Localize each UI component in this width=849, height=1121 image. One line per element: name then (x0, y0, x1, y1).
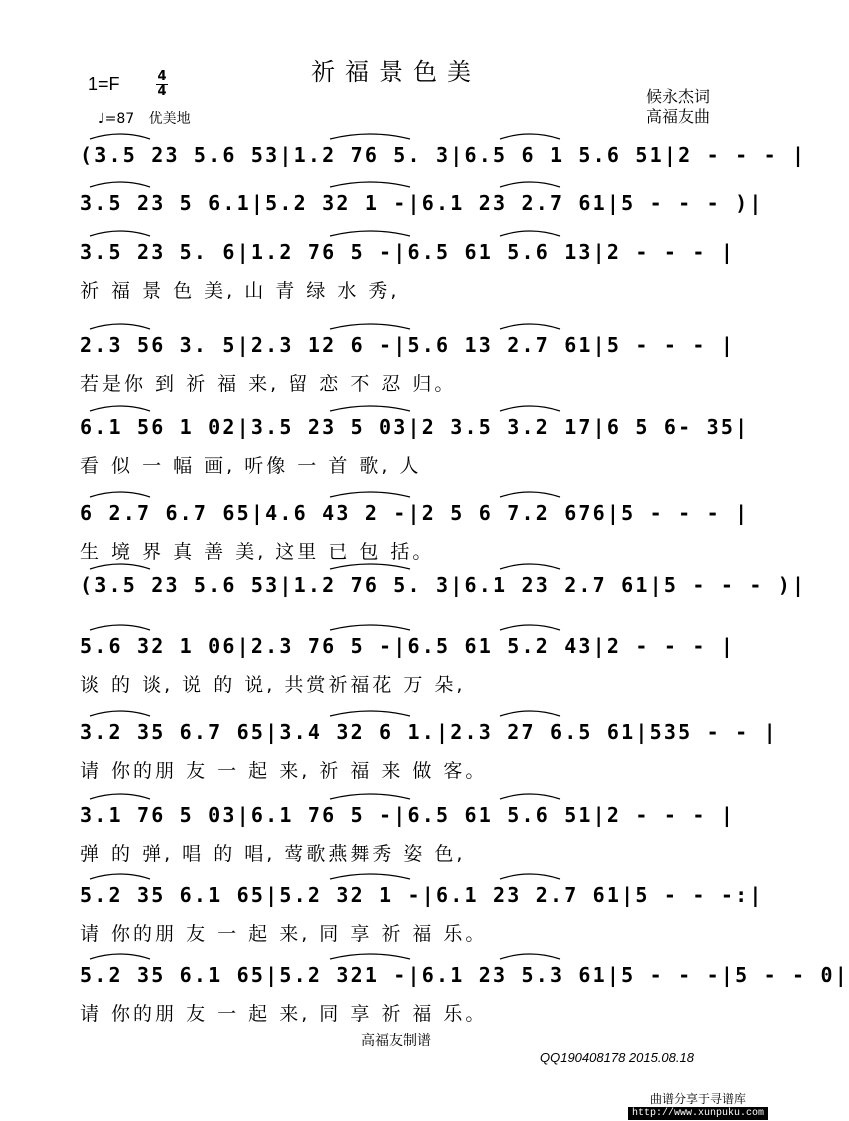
notation-line: 2.3 56 3. 5|2.3 12 6 -|5.6 13 2.7 61|5 - - - | (80, 333, 736, 357)
watermark-url: http://www.xunpuku.com (628, 1107, 768, 1120)
notation-line: 3.5 23 5 6.1|5.2 32 1 -|6.1 23 2.7 61|5 - - - )| (80, 191, 764, 215)
lyric-line: 看 似 一 幅 画, 听像 一 首 歌, 人 (80, 455, 422, 477)
contact-info: QQ190408178 2015.08.18 (540, 1050, 694, 1065)
lyric-line: 请 你的朋 友 一 起 来, 同 享 祈 福 乐。 (80, 923, 488, 945)
song-title: 祈福景色美 (311, 58, 481, 86)
time-sig-bottom: 4 (157, 84, 167, 99)
watermark-text: 曲谱分享于寻谱库 (649, 1092, 746, 1106)
time-signature (156, 70, 168, 99)
notation-line: (3.5 23 5.6 53|1.2 76 5. 3|6.1 23 2.7 61|5 - - - )| (80, 573, 807, 597)
lyric-line: 生 境 界 真 善 美, 这里 已 包 括。 (80, 541, 435, 563)
lyric-line: 祈 福 景 色 美, 山 青 绿 水 秀, (80, 280, 400, 302)
notation-line: 5.2 35 6.1 65|5.2 321 -|6.1 23 5.3 61|5 - - -|5 - - 0| (80, 963, 849, 987)
lyric-line: 请 你的朋 友 一 起 来, 同 享 祈 福 乐。 (80, 1003, 488, 1025)
lyricist-credit: 候永杰词 (645, 87, 710, 106)
expression-marking: 优美地 (148, 111, 191, 127)
lyric-line: 谈 的 谈, 说 的 说, 共赏祈福花 万 朵, (80, 674, 466, 696)
notation-line: 3.2 35 6.7 65|3.4 32 6 1.|2.3 27 6.5 61|535 - - | (80, 720, 778, 744)
notation-line: 6 2.7 6.7 65|4.6 43 2 -|2 5 6 7.2 676|5 - - - | (80, 501, 750, 525)
lyric-line: 请 你的朋 友 一 起 来, 祈 福 来 做 客。 (80, 760, 488, 782)
watermark (628, 1090, 768, 1120)
time-sig-top: 4 (157, 69, 167, 84)
notation-line: 5.6 32 1 06|2.3 76 5 -|6.5 61 5.2 43|2 - - - | (80, 634, 736, 658)
score-maker: 高福友制谱 (361, 1033, 431, 1049)
lyric-line: 弹 的 弹, 唱 的 唱, 莺歌燕舞秀 姿 色, (80, 843, 466, 865)
notation-line: 6.1 56 1 02|3.5 23 5 03|2 3.5 3.2 17|6 5 6- 35| (80, 415, 750, 439)
notation-line: 3.5 23 5. 6|1.2 76 5 -|6.5 61 5.6 13|2 - - - | (80, 240, 736, 264)
tempo-value: ♩=87 (98, 111, 135, 127)
key-signature: 1=F (88, 74, 120, 94)
tempo-marking (98, 108, 191, 128)
notation-line: 5.2 35 6.1 65|5.2 32 1 -|6.1 23 2.7 61|5 - - -:| (80, 883, 764, 907)
notation-line: (3.5 23 5.6 53|1.2 76 5. 3|6.5 6 1 5.6 51|2 - - - | (80, 143, 807, 167)
lyric-line: 若是你 到 祈 福 来, 留 恋 不 忍 归。 (80, 373, 457, 395)
notation-line: 3.1 76 5 03|6.1 76 5 -|6.5 61 5.6 51|2 - - - | (80, 803, 736, 827)
composer-credit: 高福友曲 (645, 107, 710, 126)
